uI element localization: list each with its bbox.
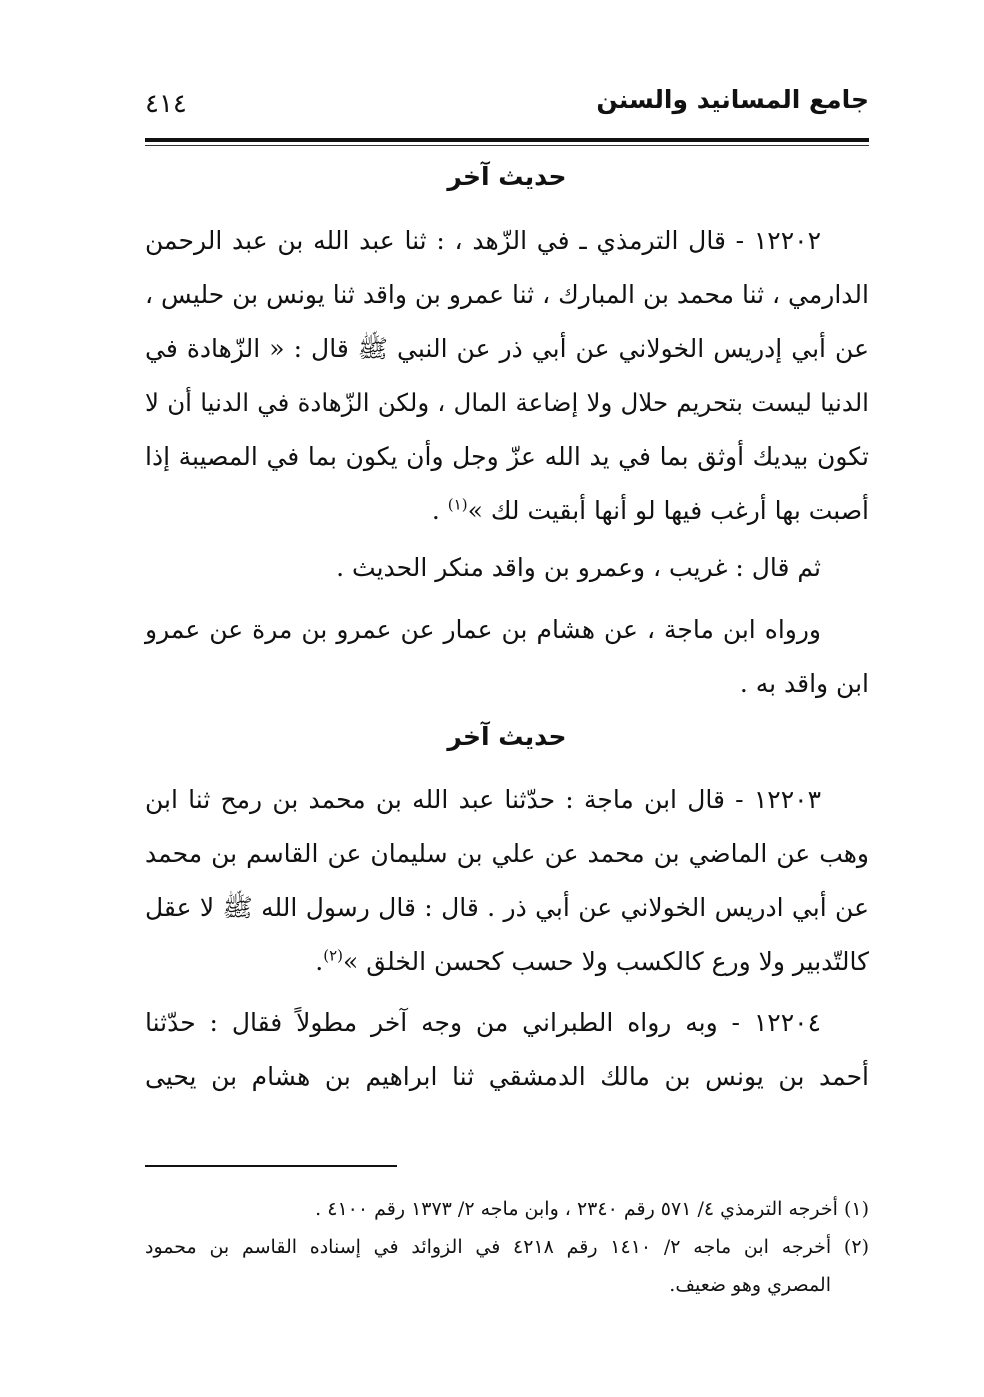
text-line: ابن واقد به . xyxy=(739,669,869,698)
commentary-paragraph xyxy=(145,541,869,595)
text-line: تكون بيديك أوثق بما في يد الله عزّ وجل وأن يكون بما في المصيبة إذا xyxy=(145,442,869,471)
text-line: ١٢٢٠٤ - وبه رواه الطبراني من وجه آخر مطولاً فقال : حدّثنا xyxy=(145,1008,821,1037)
text-line: ١٢٢٠٣ - قال ابن ماجة : حدّثنا عبد الله بن محمد بن رمح ثنا ابن xyxy=(145,785,821,814)
text-line: الدنيا ليست بتحريم حلال ولا إضاعة المال ، ولكن الزّهادة في الدنيا أن لا xyxy=(145,388,869,417)
text-line xyxy=(145,935,869,989)
page-header xyxy=(145,82,869,134)
text-line-content: أصبت بها أرغب فيها لو أنها أبقيت لك » xyxy=(467,496,869,525)
text-line-end: . xyxy=(431,496,448,525)
header-rule-thin xyxy=(145,145,869,146)
footnote-line: المصري وهو ضعيف. xyxy=(669,1274,831,1296)
hadith-paragraph xyxy=(145,773,869,989)
text-line-content: كالتّدبير ولا ورع كالكسب ولا حسب كحسن الخلق » xyxy=(343,947,869,976)
book-title: جامع المسانيد والسنن xyxy=(596,85,869,114)
text-line: الدارمي ، ثنا محمد بن المبارك ، ثنا عمرو بن واقد ثنا يونس بن حليس ، xyxy=(145,280,869,309)
footnote-marker: (٢) xyxy=(323,946,343,965)
text-line: ثم قال : غريب ، وعمرو بن واقد منكر الحديث . xyxy=(336,553,821,582)
page-number: ٤١٤ xyxy=(145,89,187,119)
text-line xyxy=(145,484,869,538)
text-line-end: . xyxy=(315,947,324,976)
book-page xyxy=(145,0,869,1397)
commentary-paragraph xyxy=(145,603,869,711)
footnotes xyxy=(145,1190,869,1304)
section-heading: حديث آخر xyxy=(447,162,567,191)
text-line: عن أبي ادريس الخولاني عن أبي ذر . قال : قال رسول الله ﷺ لا عقل xyxy=(145,893,869,922)
footnote-marker: (١) xyxy=(447,495,468,514)
text-line: أحمد بن يونس بن مالك الدمشقي ثنا ابراهيم بن هشام بن يحيى xyxy=(145,1062,869,1091)
text-line: وهب عن الماضي بن محمد عن علي بن سليمان عن القاسم بن محمد xyxy=(145,839,869,868)
text-line: عن أبي إدريس الخولاني عن أبي ذر عن النبي ﷺ قال : « الزّهادة في xyxy=(145,334,869,363)
header-rule xyxy=(145,138,869,142)
footnote-line: (١) أخرجه الترمذي ٤/ ٥٧١ رقم ٢٣٤٠ ، وابن ماجه ٢/ ١٣٧٣ رقم ٤١٠٠ . xyxy=(315,1198,869,1220)
footnote-line: (٢) أخرجه ابن ماجه ٢/ ١٤١٠ رقم ٤٢١٨ في الزوائد في إسناده القاسم بن محمود xyxy=(145,1236,869,1258)
footnote-separator xyxy=(145,1165,397,1167)
section-heading: حديث آخر xyxy=(447,722,567,751)
hadith-paragraph xyxy=(145,996,869,1104)
hadith-paragraph xyxy=(145,214,869,538)
text-line: ورواه ابن ماجة ، عن هشام بن عمار عن عمرو بن مرة عن عمرو xyxy=(145,615,821,644)
text-line: ١٢٢٠٢ - قال الترمذي ـ في الزّهد ، : ثنا عبد الله بن عبد الرحمن xyxy=(145,226,821,255)
